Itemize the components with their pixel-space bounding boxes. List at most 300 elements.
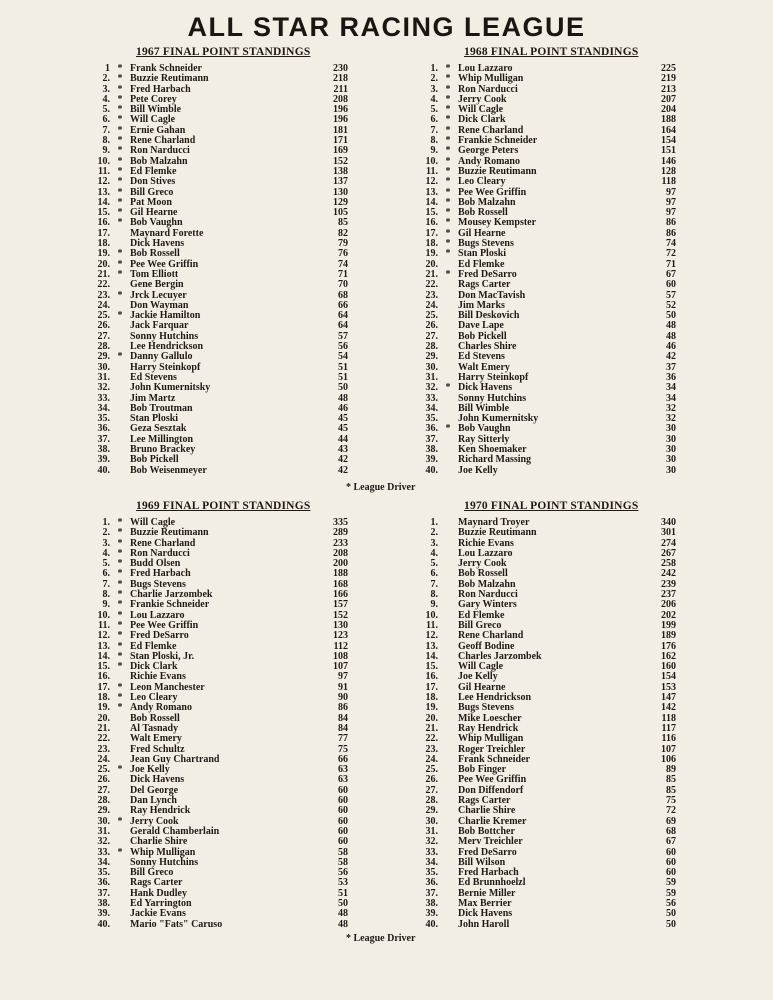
position: 10. [425,155,438,167]
position: 22. [97,279,110,291]
points: 46 [666,341,676,353]
points: 128 [661,165,676,177]
points: 42 [666,351,676,363]
position: 8. [430,589,438,601]
driver-name: Fred Harbach [130,83,191,95]
position: 26. [425,774,438,786]
driver-name: Bob Rossell [458,207,508,219]
position: 21. [97,722,110,734]
driver-name: Merv Treichler [458,836,523,848]
position: 39. [97,908,110,920]
points: 53 [338,877,348,889]
position: 35. [425,867,438,879]
league-driver-mark: * [117,207,123,219]
driver-name: Geza Sesztak [130,423,187,435]
points: 340 [661,517,676,528]
driver-name: Max Berrier [458,897,512,909]
points: 58 [338,856,348,868]
league-driver-mark: * [117,93,123,105]
points: 107 [661,743,676,755]
driver-name: Bob Malzahn [458,578,516,590]
points: 233 [333,537,348,549]
position: 27. [97,784,110,796]
league-driver-mark: * [117,609,123,621]
points: 44 [338,433,348,445]
points: 206 [661,599,676,611]
position: 13. [425,186,438,198]
points: 63 [338,774,348,786]
driver-name: Buzzie Reutimann [130,527,209,539]
driver-name: Whip Mulligan [458,733,524,745]
driver-name: Andy Romano [130,702,192,714]
position: 38. [97,443,110,455]
standings-row [420,920,750,930]
points: 108 [333,650,348,662]
position: 2. [102,527,110,539]
points: 76 [338,248,348,260]
standings-1969 [92,500,422,930]
position: 35. [97,413,110,425]
position: 1. [430,63,438,74]
league-driver-mark: * [117,846,123,858]
driver-name: Bill Greco [458,619,502,631]
points: 60 [338,784,348,796]
driver-name: Ed Brunnhoelzl [458,877,526,889]
section-title: 1969 FINAL POINT STANDINGS [136,500,311,512]
driver-name: Bob Troutman [130,402,193,414]
driver-name: Bugs Stevens [130,578,186,590]
position: 20. [97,258,110,270]
points: 86 [666,217,676,229]
points: 204 [661,104,676,116]
standings-row [92,837,422,847]
driver-name: Charlie Kremer [458,815,527,827]
league-driver-mark: * [117,176,123,188]
position: 26. [425,320,438,332]
points: 112 [333,640,348,652]
position: 6. [102,114,110,126]
driver-name: Jerry Cook [458,93,507,105]
points: 230 [333,63,348,74]
points: 42 [338,454,348,466]
position: 4. [102,547,110,559]
points: 56 [338,867,348,879]
points: 218 [333,73,348,85]
points: 242 [661,568,676,580]
points: 68 [338,289,348,301]
points: 60 [338,795,348,807]
points: 50 [666,310,676,322]
league-driver-mark: * [117,619,123,631]
driver-name: Lou Lazzaro [458,547,513,559]
league-driver-mark: * [117,155,123,167]
position: 20. [425,712,438,724]
driver-name: Leo Cleary [130,692,178,704]
driver-name: Maynard Forette [130,227,204,239]
position: 25. [425,310,438,322]
points: 258 [661,558,676,570]
position: 34. [97,402,110,414]
position: 20. [97,712,110,724]
league-driver-mark: * [117,289,123,301]
position: 32. [425,382,438,394]
points: 64 [338,310,348,322]
driver-name: Buzzie Reutimann [130,73,209,85]
driver-name: Leo Cleary [458,176,506,188]
position: 17. [97,227,110,239]
league-driver-mark: * [117,815,123,827]
league-driver-mark: * [445,238,451,250]
points: 67 [666,836,676,848]
driver-name: Lee Hendrickson [130,341,204,353]
points: 54 [338,351,348,363]
points: 207 [661,93,676,105]
standings-1967 [92,46,422,476]
points: 239 [661,578,676,590]
points: 72 [666,248,676,260]
points: 48 [666,330,676,342]
position: 14. [97,650,110,662]
points: 45 [338,423,348,435]
league-driver-mark: * [445,83,451,95]
points: 75 [666,795,676,807]
points: 66 [338,753,348,765]
points: 64 [338,320,348,332]
driver-name: Ray Hendrick [130,805,191,817]
driver-name: Jerry Cook [458,558,507,570]
position: 19. [425,702,438,714]
points: 48 [338,908,348,920]
driver-name: Gil Hearne [458,681,506,693]
position: 26. [97,774,110,786]
page-title: ALL STAR RACING LEAGUE [187,12,586,42]
league-driver-mark: * [445,165,451,177]
position: 10. [97,609,110,621]
points: 153 [661,681,676,693]
driver-name: Jack Farquar [130,320,189,332]
position: 10. [425,609,438,621]
points: 30 [666,443,676,455]
position: 23. [425,289,438,301]
league-driver-mark: * [117,73,123,85]
points: 46 [338,402,348,414]
position: 33. [97,392,110,404]
standings-row [92,383,422,393]
position: 4. [430,547,438,559]
position: 37. [425,433,438,445]
position: 26. [97,320,110,332]
league-driver-mark: * [117,186,123,198]
points: 90 [338,692,348,704]
position: 17. [97,681,110,693]
points: 30 [666,423,676,435]
position: 7. [430,124,438,136]
position: 1. [430,517,438,528]
position: 19. [97,702,110,714]
driver-name: Rags Carter [458,795,511,807]
driver-name: Harry Steinkopf [130,361,201,373]
points: 60 [338,815,348,827]
position: 37. [97,433,110,445]
points: 74 [666,238,676,250]
position: 15. [425,207,438,219]
points: 30 [666,433,676,445]
league-driver-mark: * [445,186,451,198]
driver-name: Ron Narducci [130,145,190,157]
points: 171 [333,135,348,147]
position: 23. [97,289,110,301]
driver-name: Gil Hearne [458,227,506,239]
league-driver-mark: * [117,661,123,673]
points: 32 [666,413,676,425]
standings-row [420,383,750,393]
points: 147 [661,692,676,704]
league-driver-mark: * [117,517,123,528]
driver-name: Bob Rossell [458,568,508,580]
standings-1970 [420,500,750,930]
points: 335 [333,517,348,528]
points: 85 [666,774,676,786]
driver-name: Fred Harbach [130,568,191,580]
points: 199 [661,619,676,631]
position: 13. [425,640,438,652]
position: 11. [426,619,438,631]
driver-name: Frank Schneider [458,753,530,765]
driver-name: Bill Greco [130,867,174,879]
driver-name: Danny Gallulo [130,351,193,363]
league-driver-mark: * [117,537,123,549]
points: 30 [666,454,676,466]
points: 60 [666,867,676,879]
points: 57 [338,330,348,342]
driver-name: Tom Elliott [130,268,179,280]
standings-list [92,518,422,930]
position: 30. [97,815,110,827]
position: 7. [102,124,110,136]
position: 5. [102,558,110,570]
position: 37. [97,887,110,899]
position: 7. [430,578,438,590]
driver-name: Bill Wilson [458,856,506,868]
position: 28. [425,795,438,807]
points: 176 [661,640,676,652]
points: 42 [338,464,348,476]
driver-name: Don Diffendorf [458,784,524,796]
points: 188 [333,568,348,580]
position: 10. [97,155,110,167]
standings-list [420,64,750,476]
driver-name: Rene Charland [458,630,524,642]
points: 48 [338,392,348,404]
league-driver-mark: * [445,114,451,126]
position: 28. [97,795,110,807]
standings-row [92,734,422,744]
driver-name: Pete Corey [130,93,177,105]
league-driver-mark: * [117,83,123,95]
position: 2. [430,73,438,85]
position: 9. [102,599,110,611]
driver-name: Buzzie Reutimann [458,527,537,539]
driver-name: Joe Kelly [458,464,498,476]
position: 5. [102,104,110,116]
driver-name: Mousey Kempster [458,217,537,229]
position: 22. [97,733,110,745]
driver-name: Lou Lazzaro [130,609,185,621]
points: 142 [661,702,676,714]
driver-name: Del George [130,784,179,796]
league-driver-mark: * [445,268,451,280]
points: 59 [666,887,676,899]
points: 118 [661,712,676,724]
driver-name: Jean Guy Chartrand [130,753,220,765]
driver-name: Andy Romano [458,155,520,167]
driver-name: Don MacTavish [458,289,526,301]
points: 118 [661,176,676,188]
driver-name: Bill Deskovich [458,310,520,322]
position: 31. [97,825,110,837]
driver-name: Charlie Shire [458,805,516,817]
points: 50 [666,908,676,920]
position: 27. [425,784,438,796]
points: 129 [333,196,348,208]
section-title: 1970 FINAL POINT STANDINGS [464,500,639,512]
points: 130 [333,619,348,631]
driver-name: Dick Clark [458,114,506,126]
league-driver-mark: * [117,114,123,126]
points: 225 [661,63,676,74]
driver-name: Dick Havens [130,774,185,786]
driver-name: Pat Moon [130,196,172,208]
driver-name: Maynard Troyer [458,517,530,528]
points: 152 [333,609,348,621]
standings-list [420,518,750,930]
driver-name: Rene Charland [130,537,196,549]
driver-name: Walt Emery [458,361,510,373]
standings-row [92,466,422,476]
position: 25. [97,764,110,776]
points: 213 [661,83,676,95]
driver-name: Ed Stevens [458,351,505,363]
points: 196 [333,114,348,126]
position: 32. [425,836,438,848]
points: 86 [338,702,348,714]
position: 1 [105,63,110,74]
position: 32. [97,836,110,848]
driver-name: Bernie Miller [458,887,516,899]
points: 97 [666,207,676,219]
league-driver-mark: * [117,63,123,74]
position: 17. [425,681,438,693]
position: 4. [102,93,110,105]
points: 45 [338,413,348,425]
points: 85 [666,784,676,796]
standings-list [92,64,422,476]
driver-name: George Peters [458,145,519,157]
position: 17. [425,227,438,239]
standings-row [420,837,750,847]
points: 70 [338,279,348,291]
driver-name: Roger Treichler [458,743,526,755]
points: 117 [661,722,676,734]
position: 7. [102,578,110,590]
section-title: 1967 FINAL POINT STANDINGS [136,46,311,58]
position: 22. [425,279,438,291]
driver-name: Sonny Hutchins [130,856,199,868]
league-driver-mark: * [445,227,451,239]
points: 58 [338,846,348,858]
driver-name: Fred DeSarro [458,846,517,858]
position: 29. [425,351,438,363]
driver-name: Bob Finger [458,764,507,776]
position: 33. [425,846,438,858]
position: 23. [97,743,110,755]
position: 40. [425,918,438,930]
points: 152 [333,155,348,167]
league-driver-mark: * [445,73,451,85]
driver-name: Bruno Brackey [130,443,196,455]
position: 37. [425,887,438,899]
points: 60 [666,279,676,291]
driver-name: Gerald Chamberlain [130,825,220,837]
league-driver-mark: * [117,650,123,662]
position: 21. [425,268,438,280]
position: 15. [97,207,110,219]
points: 137 [333,176,348,188]
points: 50 [666,918,676,930]
points: 146 [661,155,676,167]
position: 14. [425,196,438,208]
driver-name: John Kumernitsky [458,413,539,425]
points: 72 [666,805,676,817]
points: 32 [666,402,676,414]
points: 138 [333,165,348,177]
league-driver-mark: * [445,196,451,208]
driver-name: Ed Yarrington [130,897,192,909]
points: 237 [661,589,676,601]
position: 3. [102,83,110,95]
league-driver-mark: * [117,764,123,776]
driver-name: Jackie Evans [130,908,186,920]
driver-name: Joe Kelly [130,764,170,776]
points: 162 [661,650,676,662]
points: 86 [666,227,676,239]
driver-name: Will Cagle [130,517,176,528]
position: 8. [102,589,110,601]
driver-name: Frank Schneider [130,63,202,74]
position: 38. [97,897,110,909]
driver-name: Charles Jarzombek [458,650,542,662]
driver-name: Ron Narducci [130,547,190,559]
league-driver-mark: * [117,589,123,601]
points: 289 [333,527,348,539]
driver-name: Fred Schultz [130,743,185,755]
league-driver-mark: * [117,248,123,260]
driver-name: Stan Ploski [130,413,179,425]
driver-name: Bill Greco [130,186,174,198]
position: 16. [97,671,110,683]
points: 74 [338,258,348,270]
points: 43 [338,443,348,455]
driver-name: Gene Bergin [130,279,184,291]
standings-row [92,280,422,290]
points: 34 [666,392,676,404]
driver-name: Whip Mulligan [458,73,524,85]
points: 56 [666,897,676,909]
driver-name: Walt Emery [130,733,182,745]
points: 82 [338,227,348,239]
league-driver-note: * League Driver [346,482,416,493]
driver-name: Don Wayman [130,299,189,311]
